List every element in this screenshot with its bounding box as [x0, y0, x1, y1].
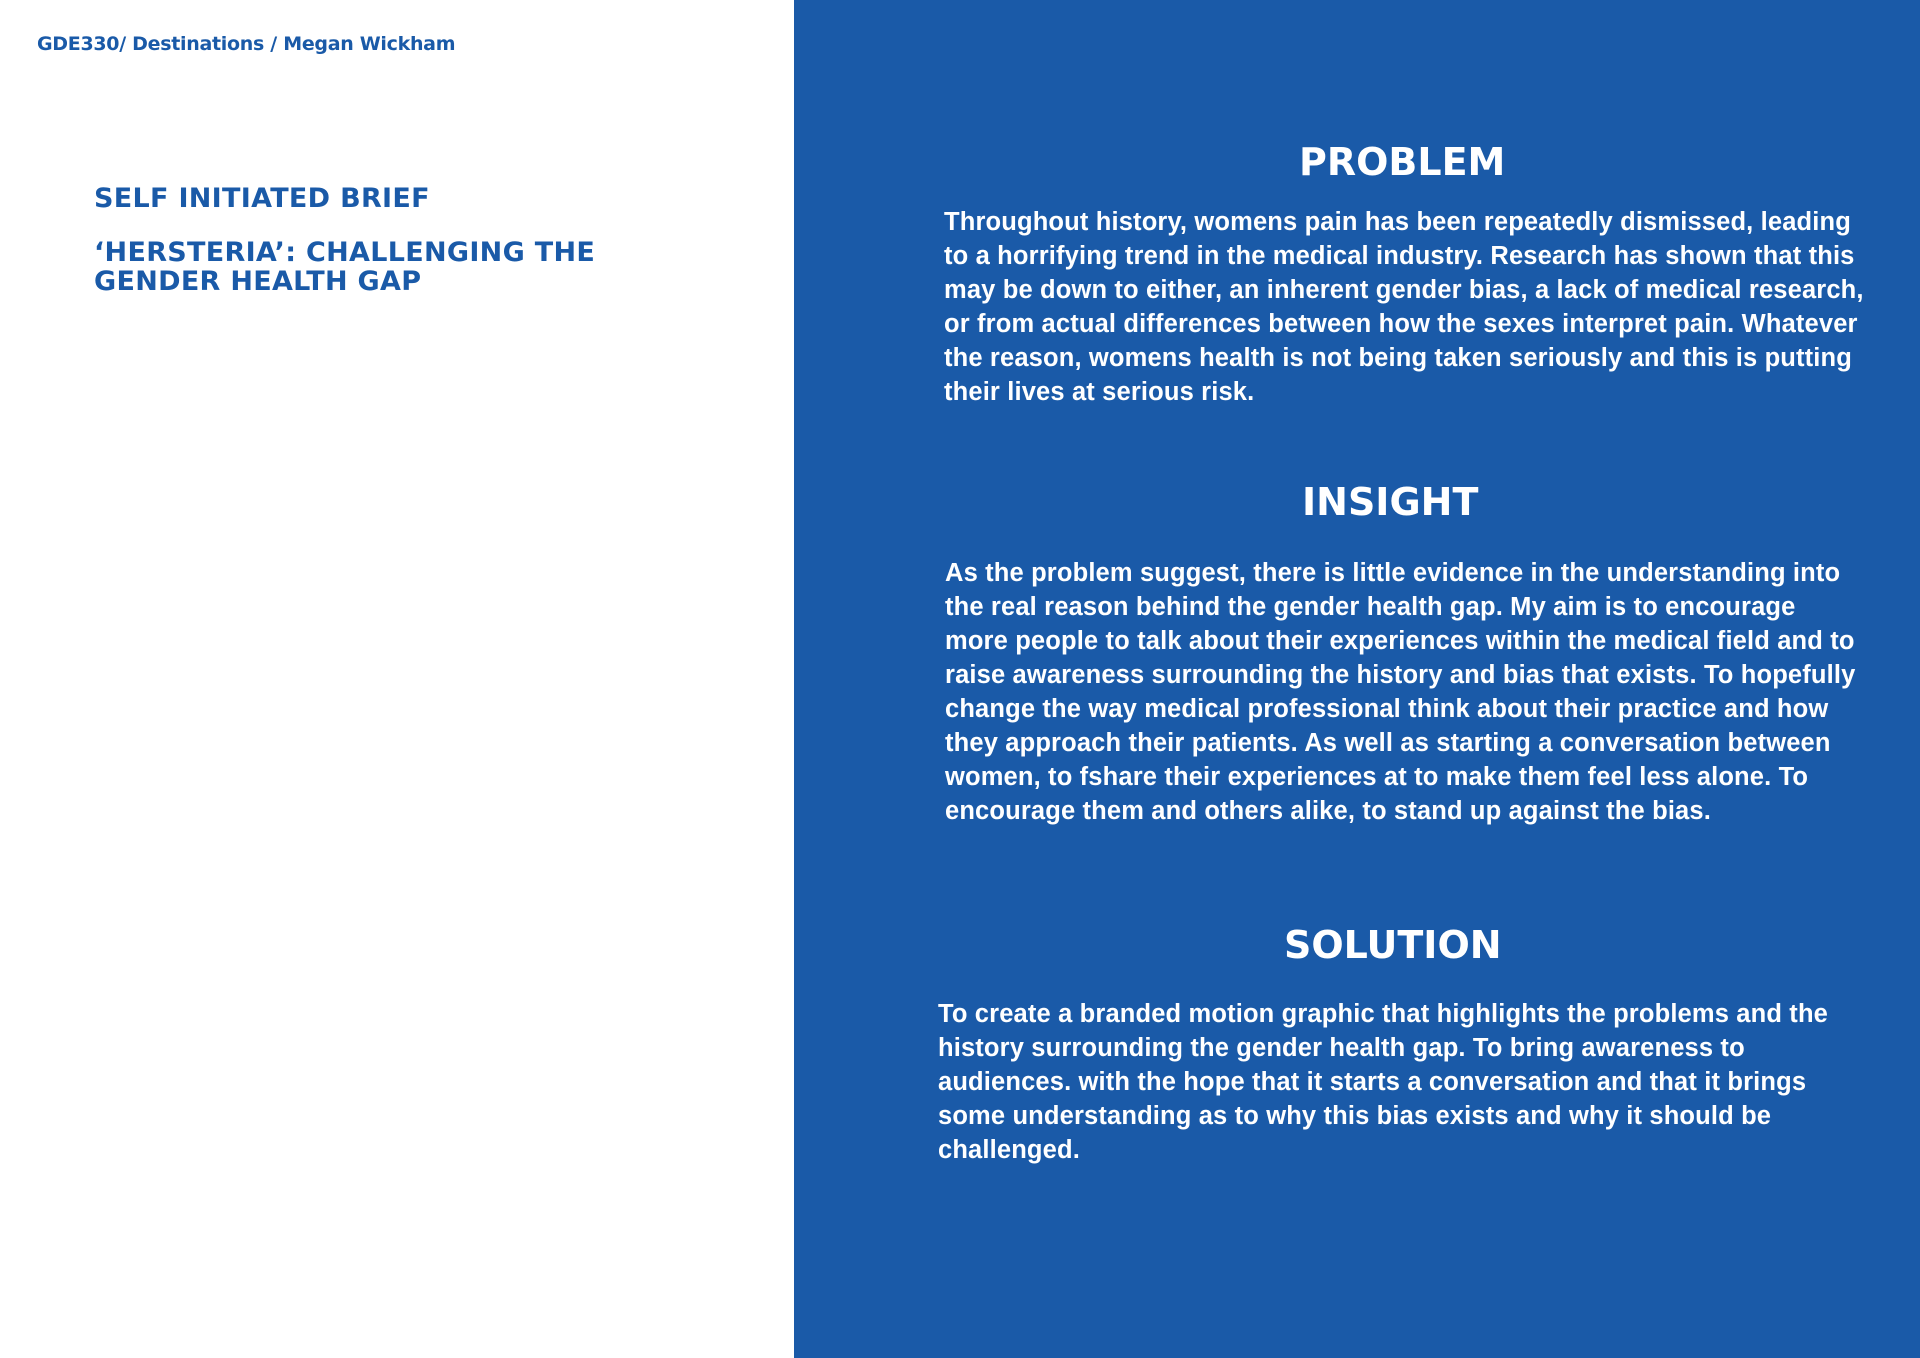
problem-heading: PROBLEM: [1299, 140, 1506, 184]
problem-body: Throughout history, womens pain has been repeatedly dismissed, leading to a horrifying trend in the medical industry. Research has shown that this may be down to either, an inherent gender bias, a lack of medical research, or from actual differences between how the sexes interpret pain. Whatever the reason, womens health is not being taken seriously and this is putting their lives at serious risk.: [944, 208, 1864, 406]
right-page: [794, 0, 1920, 1358]
solution-heading: SOLUTION: [1284, 923, 1502, 967]
project-title: ‘HERSTERIA’: CHALLENGING THE GENDER HEALTH GAP: [94, 237, 596, 297]
brief-kicker: SELF INITIATED BRIEF: [94, 183, 430, 214]
insight-body: As the problem suggest, there is little evidence in the understanding into the real reason behind the gender health gap. My aim is to encourage more people to talk about their experiences within the medical field and to raise awareness surrounding the history and bias that exists. To hopefully change the way medical professional think about their practice and how they approach their patients. As well as starting a conversation between women, to fshare their experiences at to make them feel less alone. To encourage them and others alike, to stand up against the bias.: [945, 559, 1856, 825]
course-header: GDE330/ Destinations / Megan Wickham: [37, 33, 456, 55]
insight-heading: INSIGHT: [1302, 480, 1479, 524]
solution-body: To create a branded motion graphic that highlights the problems and the history surrounding the gender health gap. To bring awareness to audiences. with the hope that it starts a conversation and that it brings some understanding as to why this bias exists and why it should be challenged.: [938, 1000, 1829, 1164]
left-page: [0, 0, 794, 1358]
